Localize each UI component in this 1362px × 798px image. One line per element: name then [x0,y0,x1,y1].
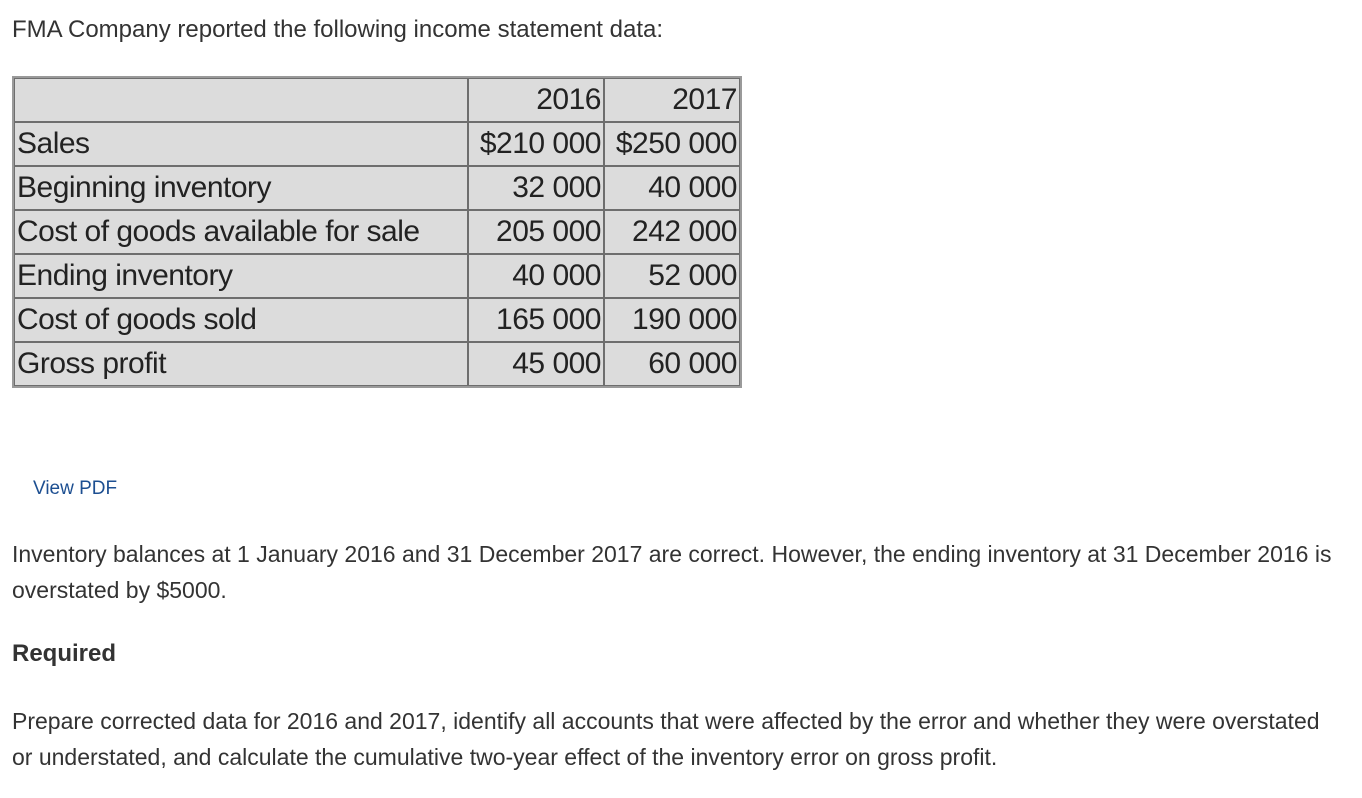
view-pdf-link[interactable]: View PDF [33,478,118,499]
header-cell-blank [14,78,468,122]
table-row [14,210,740,254]
row-label: Beginning inventory [14,166,468,210]
table-row [14,122,740,166]
required-instructions-paragraph: Prepare corrected data for 2016 and 2017, identify all accounts that were affected by the error and whether they were overstated or understated, and calculate the cumulative two-year effect of the inventory error on gross profit. [12,708,1320,770]
value-2016: $210 000 [468,122,604,166]
row-label: Sales [14,122,468,166]
value-2016: 40 000 [468,254,604,298]
header-cell-2017: 2017 [604,78,740,122]
intro-text: FMA Company reported the following income statement data: [12,16,663,43]
value-2017: 190 000 [604,298,740,342]
row-label: Gross profit [14,342,468,386]
value-2017: 52 000 [604,254,740,298]
table-header-row [14,78,740,122]
row-label: Cost of goods sold [14,298,468,342]
table-row [14,342,740,386]
income-statement-table [12,76,742,388]
header-cell-2016: 2016 [468,78,604,122]
table-row [14,254,740,298]
value-2017: 242 000 [604,210,740,254]
value-2016: 32 000 [468,166,604,210]
value-2017: 40 000 [604,166,740,210]
row-label: Cost of goods available for sale [14,210,468,254]
inventory-balances-paragraph: Inventory balances at 1 January 2016 and 31 December 2017 are correct. However, the ending inventory at 31 December 2016 is overstated by $5000. [12,541,1332,603]
table-row [14,166,740,210]
value-2016: 45 000 [468,342,604,386]
value-2016: 205 000 [468,210,604,254]
value-2017: $250 000 [604,122,740,166]
table-row [14,298,740,342]
value-2016: 165 000 [468,298,604,342]
row-label: Ending inventory [14,254,468,298]
required-heading: Required [12,640,117,667]
value-2017: 60 000 [604,342,740,386]
